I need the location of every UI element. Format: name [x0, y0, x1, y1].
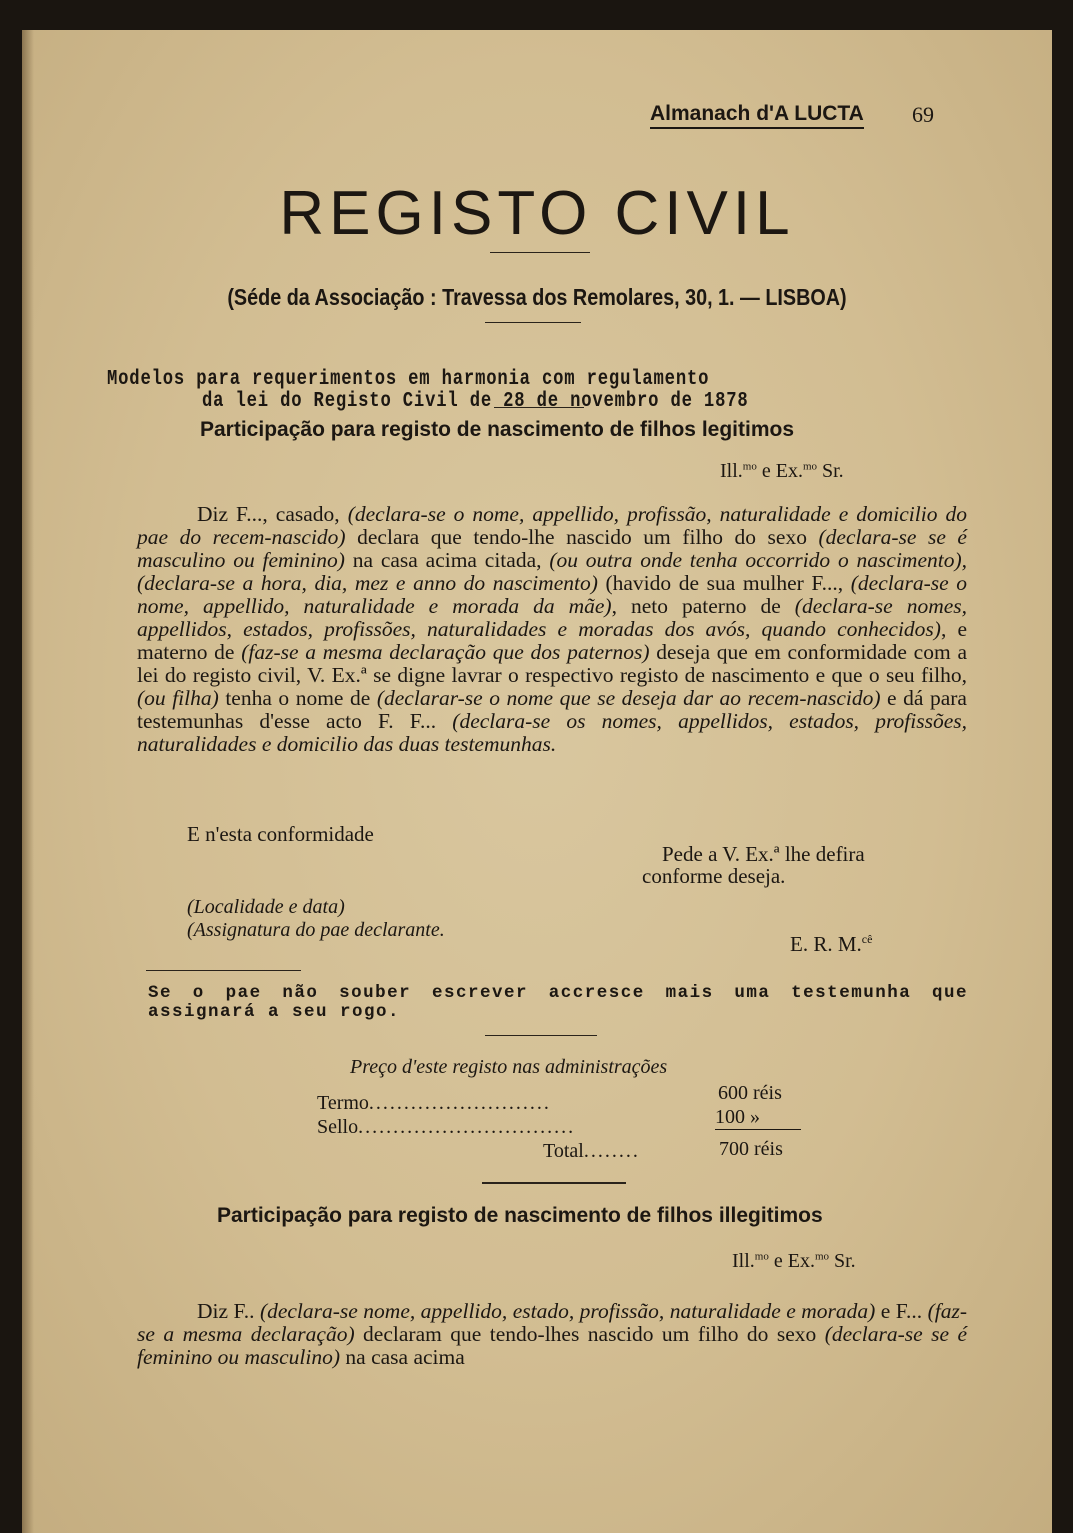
- divider: [490, 252, 590, 253]
- running-header-title: Almanach d'A LUCTA: [650, 102, 864, 129]
- body-text-run: (havido de sua mulher F...,: [597, 571, 851, 595]
- body-text-run: e F...: [875, 1299, 928, 1323]
- salutation-part: e Ex.: [756, 460, 803, 482]
- page-number: 69: [912, 102, 934, 127]
- instruction-text: (declara-se o nome, appellido, profissão, naturalidade e domicilio do pae do recem-nascido): [137, 502, 967, 549]
- page-title: REGISTO CIVIL: [279, 179, 795, 248]
- conformity-text: E n'esta conformidade: [187, 822, 374, 846]
- salutation-part: Ill.: [732, 1250, 755, 1272]
- closing-erm-text: E. R. M.: [790, 932, 862, 956]
- salutation: [732, 1250, 856, 1273]
- instruction-text: (faz-se a mesma declaração que dos paternos): [241, 640, 650, 664]
- price-row-termo: [317, 1092, 551, 1115]
- price-label: Termo: [317, 1092, 369, 1114]
- instruction-text: (declara-se nomes, appellidos, estados, profissões, naturalidades e moradas dos avós, quando conhecidos): [137, 594, 968, 641]
- divider: [485, 1035, 597, 1036]
- section-heading-legitimos: Participação para registo de nascimento de filhos legitimos: [200, 418, 794, 441]
- instruction-text: (declara-se se é masculino ou feminino): [137, 525, 967, 572]
- body-text-run: , neto paterno de: [611, 594, 795, 618]
- body-text-run: declaram que tendo-lhes nascido um filho do sexo: [354, 1322, 825, 1346]
- body-text-run: Diz F..: [197, 1299, 260, 1323]
- models-subtitle-line2: da lei do Registo Civil de 28 de novembro de 1878: [202, 390, 749, 413]
- association-address: (Séde da Associação : Travessa dos Remolares, 30, 1. — LISBOA): [227, 284, 847, 310]
- body-text-run: , e materno de: [137, 617, 967, 664]
- price-dots: ..........................: [368, 1092, 551, 1114]
- instruction-text: (ou outra onde tenha occorrido o nascimento), (declara-se a hora, dia, mez e anno do nascimento): [137, 548, 967, 595]
- body-paragraph-illegitimos: [137, 1300, 967, 1369]
- divider: [494, 407, 584, 408]
- salutation-sup: mo: [754, 1250, 769, 1263]
- body-text-run: e dá para testemunhas d'esse acto F. F...: [137, 686, 967, 733]
- price-value-total: 700 réis: [719, 1138, 783, 1160]
- book-page: [22, 30, 1052, 1533]
- price-row-total: [543, 1140, 640, 1163]
- closing-erm-sup: cê: [861, 932, 873, 946]
- body-text-run: na casa acima: [340, 1345, 465, 1369]
- salutation-sup: mo: [742, 460, 757, 473]
- price-title: Preço d'este registo nas administrações: [350, 1056, 668, 1078]
- divider: [482, 1182, 626, 1184]
- signature-note: (Assignatura do pae declarante.: [187, 919, 445, 941]
- salutation-sup: mo: [814, 1250, 829, 1263]
- salutation-sup: mo: [802, 460, 817, 473]
- body-paragraph-legitimos: [137, 503, 967, 756]
- divider: [485, 322, 581, 323]
- price-value-sello: 100 »: [715, 1106, 801, 1130]
- body-text-run: na casa acima citada,: [344, 548, 550, 572]
- instruction-text: (faz-se a mesma declaração): [137, 1299, 968, 1346]
- body-text-run: Diz F..., casado,: [197, 502, 348, 526]
- instruction-text: (declara-se se é feminino ou masculino): [137, 1322, 967, 1369]
- petition-line1: Pede a V. Ex.ª lhe defira: [662, 842, 865, 866]
- price-label: Sello: [317, 1116, 359, 1138]
- section-heading-illegitimos: Participação para registo de nascimento de filhos illegitimos: [217, 1204, 823, 1227]
- salutation-part: e Ex.: [768, 1250, 815, 1272]
- petition-line2: conforme deseja.: [642, 864, 786, 888]
- salutation: [720, 460, 844, 483]
- closing-erm: [790, 932, 872, 957]
- body-text-run: tenha o nome de: [218, 686, 377, 710]
- salutation-part: Sr.: [817, 460, 844, 482]
- divider: [146, 970, 301, 971]
- body-text-run: deseja que em conformidade com a lei do registo civil, V. Ex.ª se digne lavrar o respectivo registo de nascimento e que o seu filho,: [137, 640, 967, 687]
- instruction-text: (declara-se o nome, appellido, naturalidade e morada da mãe): [137, 571, 968, 618]
- price-row-sello: [317, 1116, 575, 1139]
- price-dots: ...............................: [358, 1116, 576, 1138]
- salutation-part: Ill.: [720, 460, 743, 482]
- price-dots: ........: [583, 1140, 640, 1162]
- price-label: Total: [543, 1140, 584, 1162]
- page-gutter-shadow: [22, 30, 34, 1533]
- footnote-witness: Se o pae não souber escrever accresce mais uma testemunha que assignará a seu rogo.: [148, 983, 968, 1022]
- salutation-part: Sr.: [829, 1250, 856, 1272]
- instruction-text: (declara-se nome, appellido, estado, profissão, naturalidade e morada): [259, 1299, 876, 1323]
- instruction-text: (declara-se os nomes, appellidos, estados, profissões, naturalidades e domicilio das duas testemunhas.: [137, 709, 967, 756]
- models-subtitle-line1: Modelos para requerimentos em harmonia com regulamento: [107, 368, 710, 391]
- instruction-text: (ou filha): [137, 686, 219, 710]
- price-value-termo: 600 réis: [718, 1082, 782, 1104]
- instruction-text: (declarar-se o nome que se deseja dar ao recem-nascido): [376, 686, 881, 710]
- body-text-run: declara que tendo-lhe nascido um filho do sexo: [345, 525, 819, 549]
- place-date-note: (Localidade e data): [187, 896, 345, 918]
